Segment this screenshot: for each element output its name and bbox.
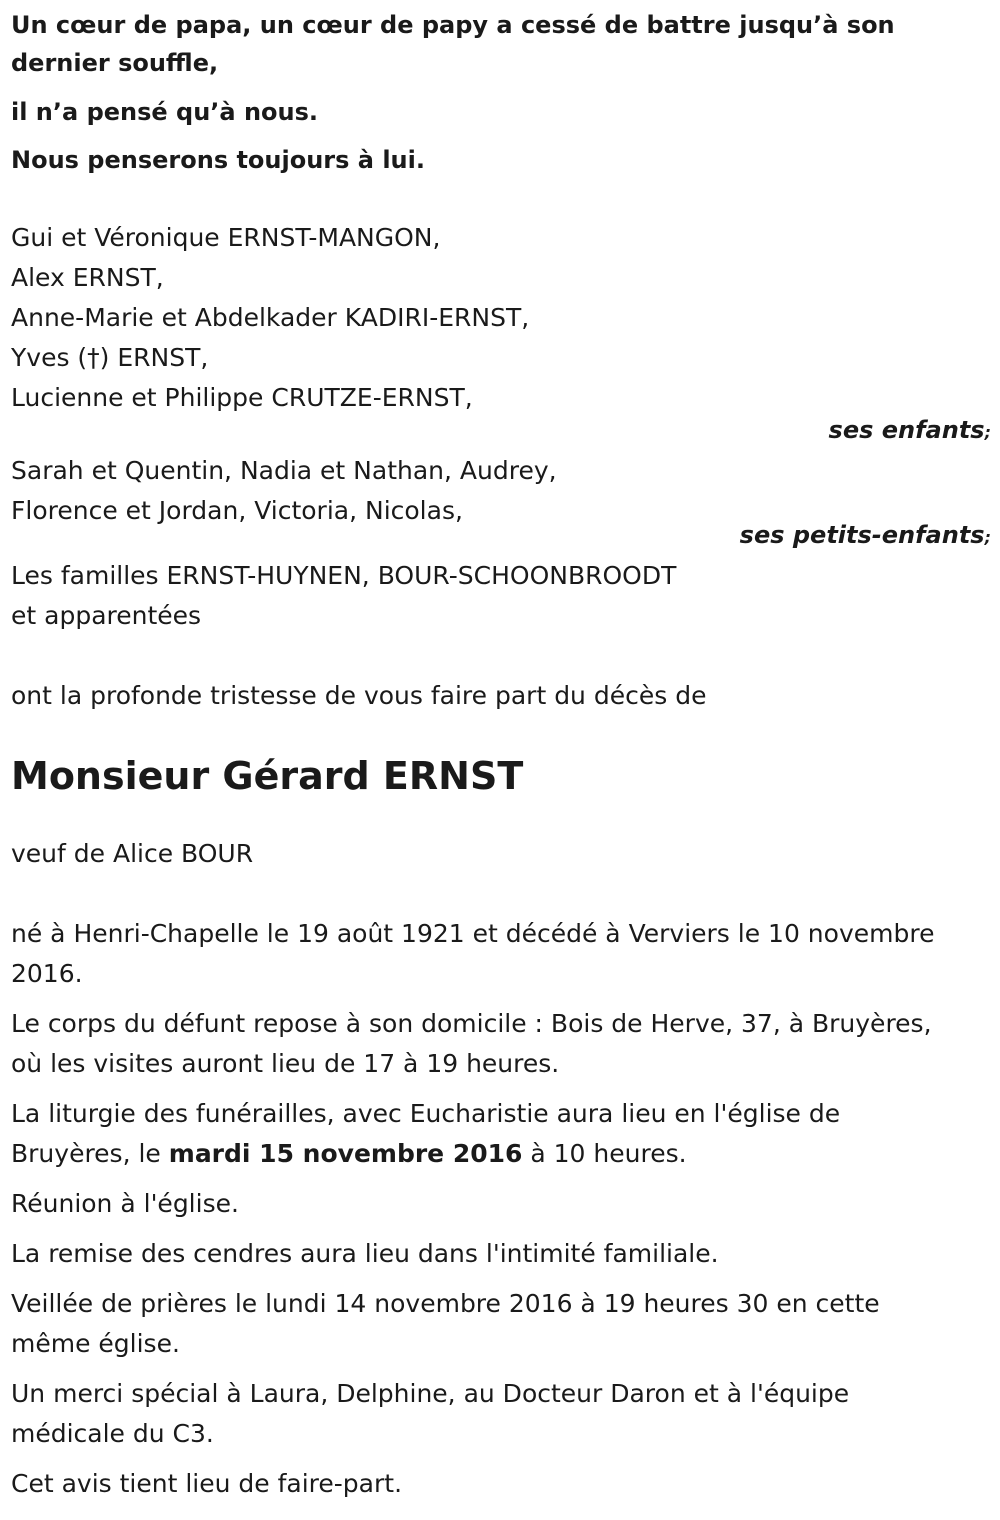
child-name: Anne-Marie et Abdelkader KADIRI-ERNST, — [11, 303, 530, 332]
grandchild-names: Florence et Jordan, Victoria, Nicolas, — [11, 496, 463, 525]
thanks-line-1: Un merci spécial à Laura, Delphine, au Docteur Daron et à l'équipe — [11, 1379, 850, 1408]
intro-line-3: il n’a pensé qu’à nous. — [11, 98, 319, 126]
thanks-line-2: médicale du C3. — [11, 1419, 214, 1448]
ashes-line: La remise des cendres aura lieu dans l'intimité familiale. — [11, 1239, 719, 1268]
grandchildren-label-punct: ; — [984, 528, 991, 547]
funeral-date: mardi 15 novembre 2016 — [168, 1139, 523, 1168]
child-name: Lucienne et Philippe CRUTZE-ERNST, — [11, 383, 473, 412]
children-label-text: ses enfants — [828, 416, 985, 444]
intro-line-4: Nous penserons toujours à lui. — [11, 146, 425, 174]
children-section — [11, 218, 991, 449]
liturgy-post: à 10 heures. — [522, 1139, 687, 1168]
meeting-line: Réunion à l'église. — [11, 1189, 239, 1218]
child-name: Gui et Véronique ERNST-MANGON, — [11, 223, 441, 252]
rest-line-2: où les visites auront lieu de 17 à 19 heures. — [11, 1049, 560, 1078]
vigil-line-1: Veillée de prières le lundi 14 novembre 2016 à 19 heures 30 en cette — [11, 1289, 880, 1318]
children-label-punct: ; — [984, 423, 991, 442]
children-label — [11, 414, 991, 449]
rest-line-1: Le corps du défunt repose à son domicile : Bois de Herve, 37, à Bruyères, — [11, 1009, 932, 1038]
families-line-1: Les familles ERNST-HUYNEN, BOUR-SCHOONBROODT — [11, 561, 677, 590]
intro-line-1: Un cœur de papa, un cœur de papy a cessé de battre jusqu’à son — [11, 11, 895, 39]
details-section — [11, 914, 991, 1504]
obituary-notice — [11, 6, 991, 1504]
liturgy-line-1: La liturgie des funérailles, avec Eucharistie aura lieu en l'église de — [11, 1099, 841, 1128]
birth-death-line-2: 2016. — [11, 959, 83, 988]
child-name: Alex ERNST, — [11, 263, 164, 292]
intro-quote — [11, 6, 991, 180]
grandchildren-label-text: ses petits-enfants — [739, 521, 985, 549]
deceased-name: Monsieur Gérard ERNST — [11, 754, 524, 798]
widower-of: veuf de Alice BOUR — [11, 839, 254, 868]
intro-line-2: dernier souffle, — [11, 49, 219, 77]
vigil-line-2: même église. — [11, 1329, 180, 1358]
announcement: ont la profonde tristesse de vous faire part du décès de — [11, 681, 707, 710]
liturgy-pre: Bruyères, le — [11, 1139, 169, 1168]
closing-line: Cet avis tient lieu de faire-part. — [11, 1469, 403, 1498]
child-name: Yves (†) ERNST, — [11, 343, 209, 372]
grandchildren-section — [11, 451, 991, 554]
grandchild-names: Sarah et Quentin, Nadia et Nathan, Audrey, — [11, 456, 557, 485]
liturgy-line-2 — [11, 1134, 991, 1174]
families-line-2: et apparentées — [11, 601, 202, 630]
birth-death-line-1: né à Henri-Chapelle le 19 août 1921 et décédé à Verviers le 10 novembre — [11, 919, 935, 948]
families-section — [11, 556, 991, 636]
